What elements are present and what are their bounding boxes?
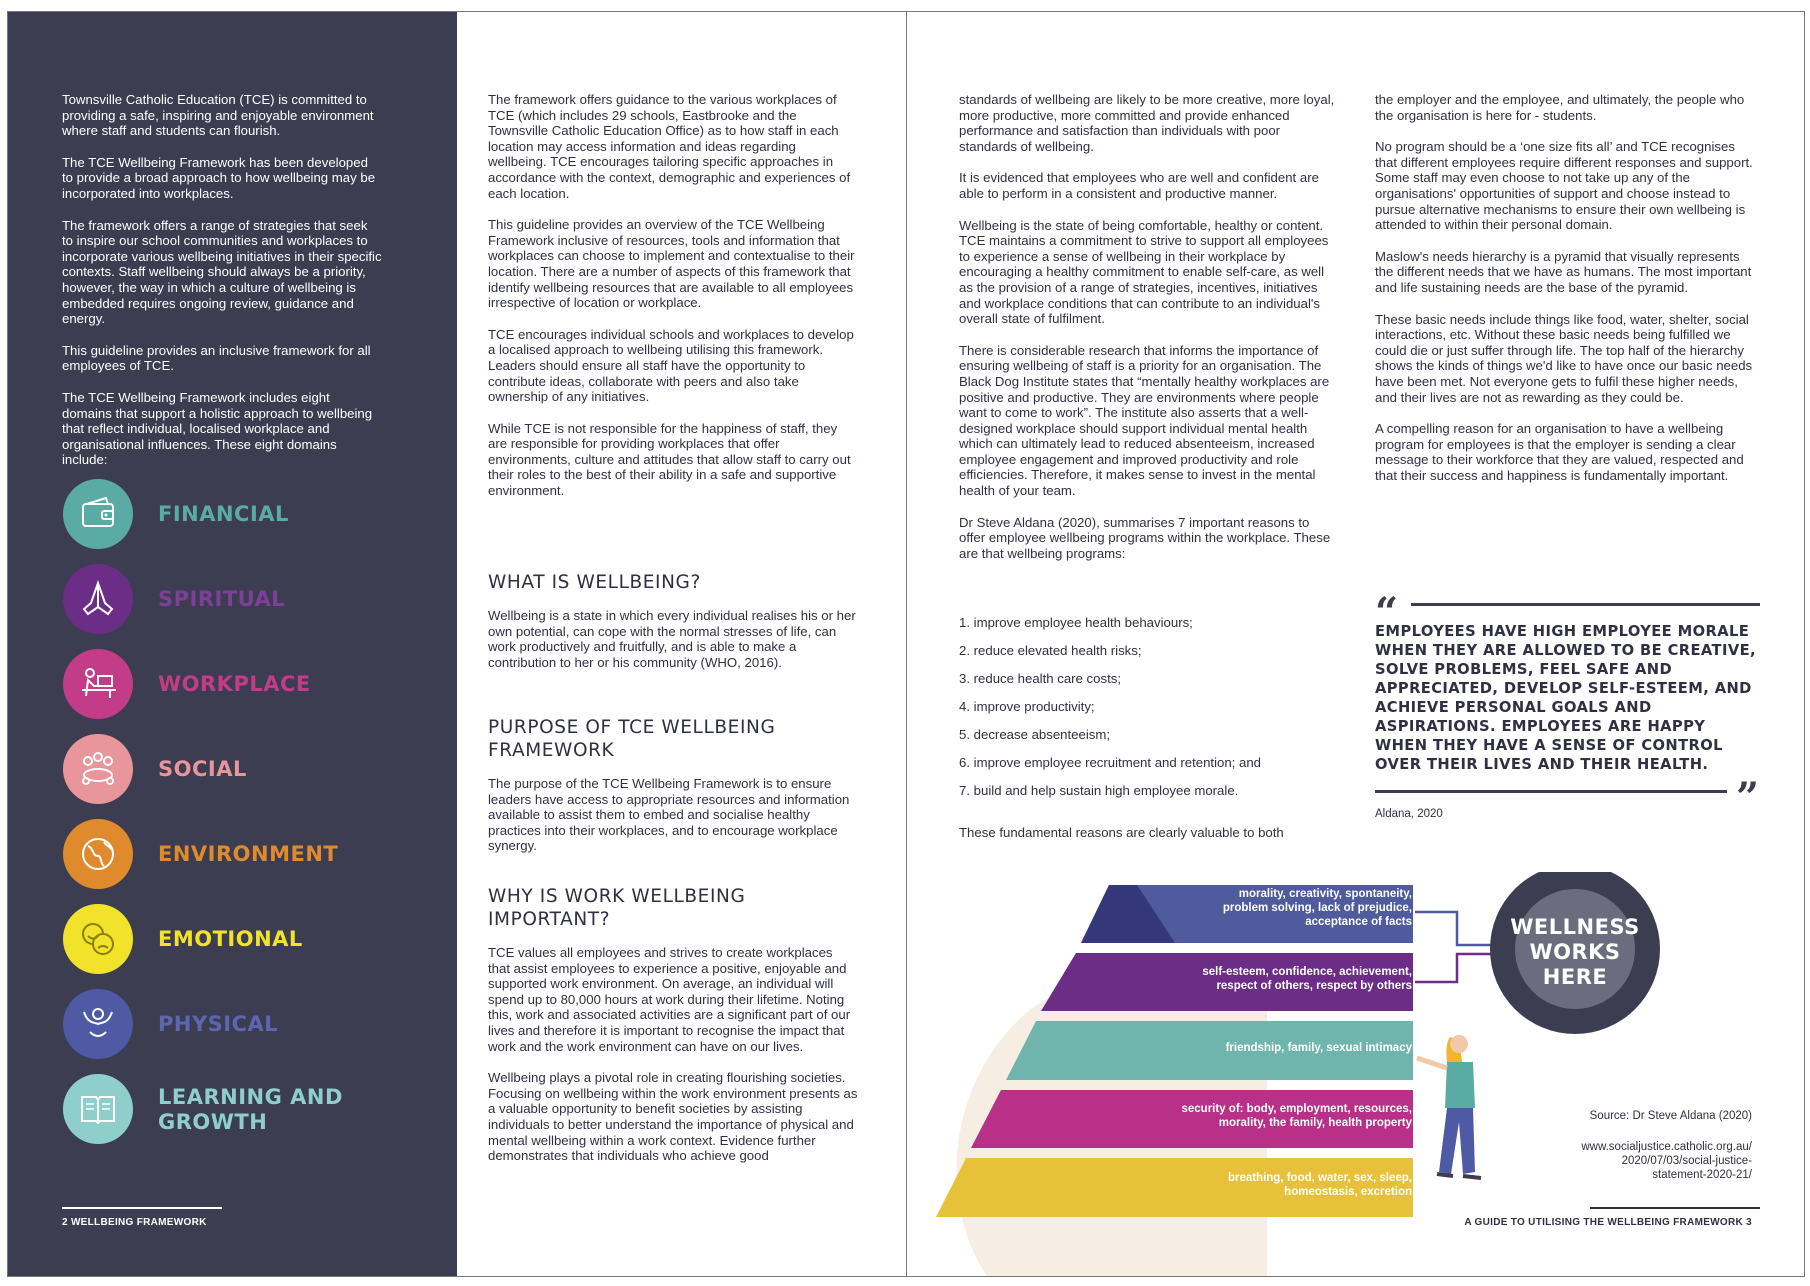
heading-purpose-line2: FRAMEWORK: [488, 740, 615, 761]
what-is-wellbeing-text: [488, 608, 858, 686]
right-text-column-1: [959, 92, 1339, 577]
pyramid-label-3: [1226, 1041, 1412, 1055]
quote-attribution: Aldana, 2020: [1375, 808, 1443, 820]
body-paragraph: TCE encourages individual schools and workplaces to develop a localised approach to wellbeing utilising this framework. Leaders should ensure all staff have the opportunity to contribute ideas, collaborate with peers and also take ownership of any initiatives.: [488, 326, 854, 405]
domain-label: SOCIAL: [158, 757, 247, 781]
maslow-pyramid: [907, 872, 1804, 1276]
desk-worker-icon: [63, 649, 133, 719]
wallet-icon: [63, 479, 133, 549]
purpose-text: [488, 776, 858, 870]
pyramid-label-5: [1228, 1171, 1412, 1199]
heading-why-line2: IMPORTANT?: [488, 909, 611, 930]
sidebar-panel: [8, 12, 457, 1276]
body-paragraph: Wellbeing is the state of being comfortable, healthy or content. TCE maintains a commitment to strive to support all employees to experience a sense of wellbeing in their workplace by encouraging a healthy commitment to enable self-care, as well as the provision of a range of strategies, incentives, initiatives and workplace conditions that can contribute to an individual's overall state of fulfilment.: [959, 217, 1329, 327]
heading-purpose-line1: PURPOSE OF TCE WELLBEING: [488, 717, 776, 738]
body-paragraph: Maslow's needs hierarchy is a pyramid that visually represents the different needs that we have as humans. The most important and life sustaining needs are the base of the pyramid.: [1375, 248, 1752, 295]
pyramid-label-line: security of: body, employment, resources,: [1181, 1103, 1412, 1115]
body-paragraph: These basic needs include things like food, water, shelter, social interactions, etc. Without these basic needs being fulfilled we could die or just suffer through life. The top half of the hierarchy shows the kinds of things we'd like to have once our basic needs have been met. Not everyone gets to fulfil these higher needs, and their lives are not as rewarding as they could be.: [1375, 311, 1753, 405]
domain-social: [63, 734, 423, 806]
list-item: 5. decrease absenteeism;: [959, 727, 1111, 742]
globe-icon: [63, 819, 133, 889]
pyramid-label-line: acceptance of facts: [1305, 916, 1412, 928]
pyramid-label-4: [1182, 1102, 1413, 1130]
domain-spiritual: [63, 564, 423, 636]
heading-why-line1: WHY IS WORK WELLBEING: [488, 886, 746, 907]
domain-label: WORKPLACE: [158, 672, 311, 696]
domain-label: PHYSICAL: [158, 1012, 279, 1036]
list-item: 2. reduce elevated health risks;: [959, 643, 1142, 658]
list-item: 3. reduce health care costs;: [959, 671, 1122, 686]
domain-label: EMOTIONAL: [158, 927, 303, 951]
domain-label: GROWTH: [158, 1110, 268, 1134]
pyramid-label-1: [1223, 887, 1412, 929]
quote-top-rule: [1411, 603, 1760, 606]
list-item: 4. improve productivity;: [959, 699, 1095, 714]
badge-line: WORKS: [1529, 940, 1621, 964]
domain-financial: [63, 479, 423, 551]
list-item: 1. improve employee health behaviours;: [959, 615, 1193, 630]
faces-icon: [63, 904, 133, 974]
domain-physical: [63, 989, 423, 1061]
domain-environment: [63, 819, 423, 891]
left-page: [7, 11, 907, 1277]
source-url: [1581, 1140, 1752, 1182]
domain-label: ENVIRONMENT: [158, 842, 339, 866]
sidebar-paragraph: The TCE Wellbeing Framework has been developed to provide a broad approach to how wellbeing may be incorporated into workplaces.: [62, 154, 376, 201]
body-paragraph: A compelling reason for an organisation to have a wellbeing program for employees is that the employer is sending a clear message to their workforce that they are valued, respected and that their success and happiness is fundamentally important.: [1375, 421, 1744, 483]
sidebar-paragraph: This guideline provides an inclusive framework for all employees of TCE.: [62, 342, 371, 374]
footer-rule: [1590, 1207, 1760, 1209]
heading-what-is-wellbeing: WHAT IS WELLBEING?: [488, 572, 701, 593]
body-paragraph: The purpose of the TCE Wellbeing Framework is to ensure leaders have access to appropriate resources and information available to assist them to embed and socialise healthy practices into their workplaces, and to encourage workplace synergy.: [488, 776, 850, 854]
pyramid-label-line: morality, the family, health property: [1218, 1117, 1412, 1129]
right-page: [906, 11, 1805, 1277]
left-text-column: [488, 92, 858, 515]
footer-rule: [62, 1207, 222, 1209]
sidebar-paragraph: Townsville Catholic Education (TCE) is committed to providing a safe, inspiring and enjoyable environment where staff and students can flourish.: [62, 92, 374, 139]
sidebar-paragraph: The TCE Wellbeing Framework includes eight domains that support a holistic approach to wellbeing that reflect individual, localised workplace and organisational influences. These eight domains include:: [62, 389, 373, 468]
pyramid-label-line: breathing, food, water, sex, sleep,: [1227, 1172, 1412, 1184]
quote-bottom-rule: [1375, 790, 1727, 793]
url-line: www.socialjustice.catholic.org.au/: [1581, 1141, 1752, 1153]
group-meeting-icon: [63, 734, 133, 804]
body-paragraph: Wellbeing plays a pivotal role in creating flourishing societies. Focusing on wellbeing within the work environment presents as a valuable opportunity to benefit societies by assisting individuals to better understand the importance of physical and mental wellbeing within a work context. Evidence further demonstrates that individuals who achieve good: [488, 1070, 858, 1164]
page-footer: 2 WELLBEING FRAMEWORK: [62, 1217, 207, 1228]
sidebar-paragraph: The framework offers a range of strategies that seek to inspire our school communities and workplaces to incorporate various wellbeing initiatives in their specific contexts. Staff wellbeing should always be a priority, however, the way in which a culture of wellbeing is embedded requires ongoing review, guidance and energy.: [62, 217, 382, 327]
pyramid-label-line: friendship, family, sexual intimacy: [1225, 1042, 1412, 1054]
benefits-list: [959, 615, 1339, 811]
page-footer: A GUIDE TO UTILISING THE WELLBEING FRAMEWORK 3: [1464, 1217, 1752, 1228]
pyramid-label-line: self-esteem, confidence, achievement,: [1202, 966, 1412, 978]
connector-line: [1415, 954, 1497, 982]
open-book-icon: [63, 1074, 133, 1144]
why-text: [488, 945, 858, 1180]
person-arms-up-icon: [63, 989, 133, 1059]
pyramid-label-2: [1202, 965, 1412, 993]
list-item: 7. build and help sustain high employee morale.: [959, 783, 1239, 798]
pyramid-source: Source: Dr Steve Aldana (2020): [1589, 1110, 1752, 1122]
body-paragraph: This guideline provides an overview of the TCE Wellbeing Framework inclusive of resources, tools and information that workplaces can choose to implement and contextualise to their location. There are a number of aspects of this framework that identify wellbeing resources that are available to all employees irrespective of location or workplace.: [488, 217, 855, 311]
pyramid-label-line: problem solving, lack of prejudice,: [1222, 902, 1412, 914]
url-line: statement-2020-21/: [1652, 1169, 1752, 1181]
praying-hands-icon: [63, 564, 133, 634]
body-paragraph: It is evidenced that employees who are well and confident are able to perform in a consistent and productive manner.: [959, 170, 1319, 201]
right-text-column-2: [1375, 92, 1760, 499]
body-paragraph: There is considerable research that informs the importance of ensuring wellbeing of staff is a priority for an organisation. The Black Dog Institute states that “mentally healthy workplaces are positive and productive. They are environments where people want to come to work”. The institute also asserts that a well-designed workplace should support individual mental health which can ultimately lead to reduced absenteeism, increased employee engagement and improved productivity and role efficiencies. Therefore, it makes sense to invest in the mental health of your team.: [959, 342, 1330, 499]
badge-line: HERE: [1542, 965, 1608, 989]
badge-line: WELLNESS: [1510, 915, 1640, 939]
close-quote-icon: ”: [1736, 774, 1760, 821]
domain-learning-growth: [63, 1074, 423, 1146]
url-line: 2020/07/03/social-justice-: [1621, 1155, 1752, 1167]
pull-quote: EMPLOYEES HAVE HIGH EMPLOYEE MORALE WHEN THEY ARE ALLOWED TO BE CREATIVE, SOLVE PROBLEMS, FEEL SAFE AND APPRECIATED, DEVELOP SELF-ESTEEM, AND ACHIEVE PERSONAL GOALS AND ASPIRATIONS. EMPLOYEES ARE HAPPY WHEN THEY HAVE A SENSE OF CONTROL OVER THEIR LIVES AND THEIR HEALTH.: [1375, 623, 1757, 773]
after-list-text: These fundamental reasons are clearly valuable to both: [959, 825, 1284, 840]
body-paragraph: Wellbeing is a state in which every individual realises his or her own potential, can cope with the normal stresses of life, can work productively and fruitfully, and is able to make a contribution to her or his community (WHO, 2016).: [488, 608, 856, 670]
pyramid-label-line: homeostasis, excretion: [1284, 1186, 1412, 1198]
sidebar-intro: [62, 92, 382, 484]
pyramid-label-line: respect of others, respect by others: [1216, 980, 1412, 992]
domain-label: FINANCIAL: [158, 502, 289, 526]
pyramid-label-line: morality, creativity, spontaneity,: [1238, 888, 1412, 900]
body-paragraph: standards of wellbeing are likely to be more creative, more loyal, more productive, more committed and provide enhanced performance and satisfaction than individuals with poor standards of wellbeing.: [959, 92, 1335, 154]
domain-label: SPIRITUAL: [158, 587, 286, 611]
body-paragraph: The framework offers guidance to the various workplaces of TCE (which includes 29 schools, Eastbrooke and the Townsville Catholic Education Office) as to how staff in each location may access information and ideas regarding wellbeing. TCE encourages tailoring specific approaches in accordance with the context, demographic and experiences of each location.: [488, 92, 851, 201]
open-quote-icon: “: [1375, 589, 1399, 636]
body-paragraph: No program should be a ‘one size fits all’ and TCE recognises that different employees require different responses and support. Some staff may even choose to not take up any of the organisations' opportunities of support and choose instead to pursue alternative mechanisms to ensure their own wellbeing is attended to within their personal domain.: [1375, 139, 1753, 233]
body-paragraph: the employer and the employee, and ultimately, the people who the organisation is here for - students.: [1375, 92, 1745, 123]
domain-label: LEARNING AND: [158, 1085, 343, 1109]
body-paragraph: TCE values all employees and strives to create workplaces that assist employees to experience a positive, enjoyable and supported work environment. On average, an individual will spend up to 80,000 hours at work during their lifetime. Noting this, work and associated activities are a significant part of our lives and therefore it is important to recognise the impact that work and the work environment can have on our lives.: [488, 945, 851, 1054]
list-item: 6. improve employee recruitment and retention; and: [959, 755, 1262, 770]
connector-line: [1415, 912, 1497, 945]
body-paragraph: While TCE is not responsible for the happiness of staff, they are responsible for providing workplaces that offer environments, culture and attitudes that allow staff to carry out their roles to the best of their ability in a safe and supportive environment.: [488, 420, 851, 499]
domain-emotional: [63, 904, 423, 976]
wellness-badge-text: [1497, 915, 1653, 990]
woman-illustration: [1417, 1035, 1481, 1178]
domain-workplace: [63, 649, 423, 721]
body-paragraph: Dr Steve Aldana (2020), summarises 7 important reasons to offer employee wellbeing programs within the workplace. These are that wellbeing programs:: [959, 514, 1331, 561]
